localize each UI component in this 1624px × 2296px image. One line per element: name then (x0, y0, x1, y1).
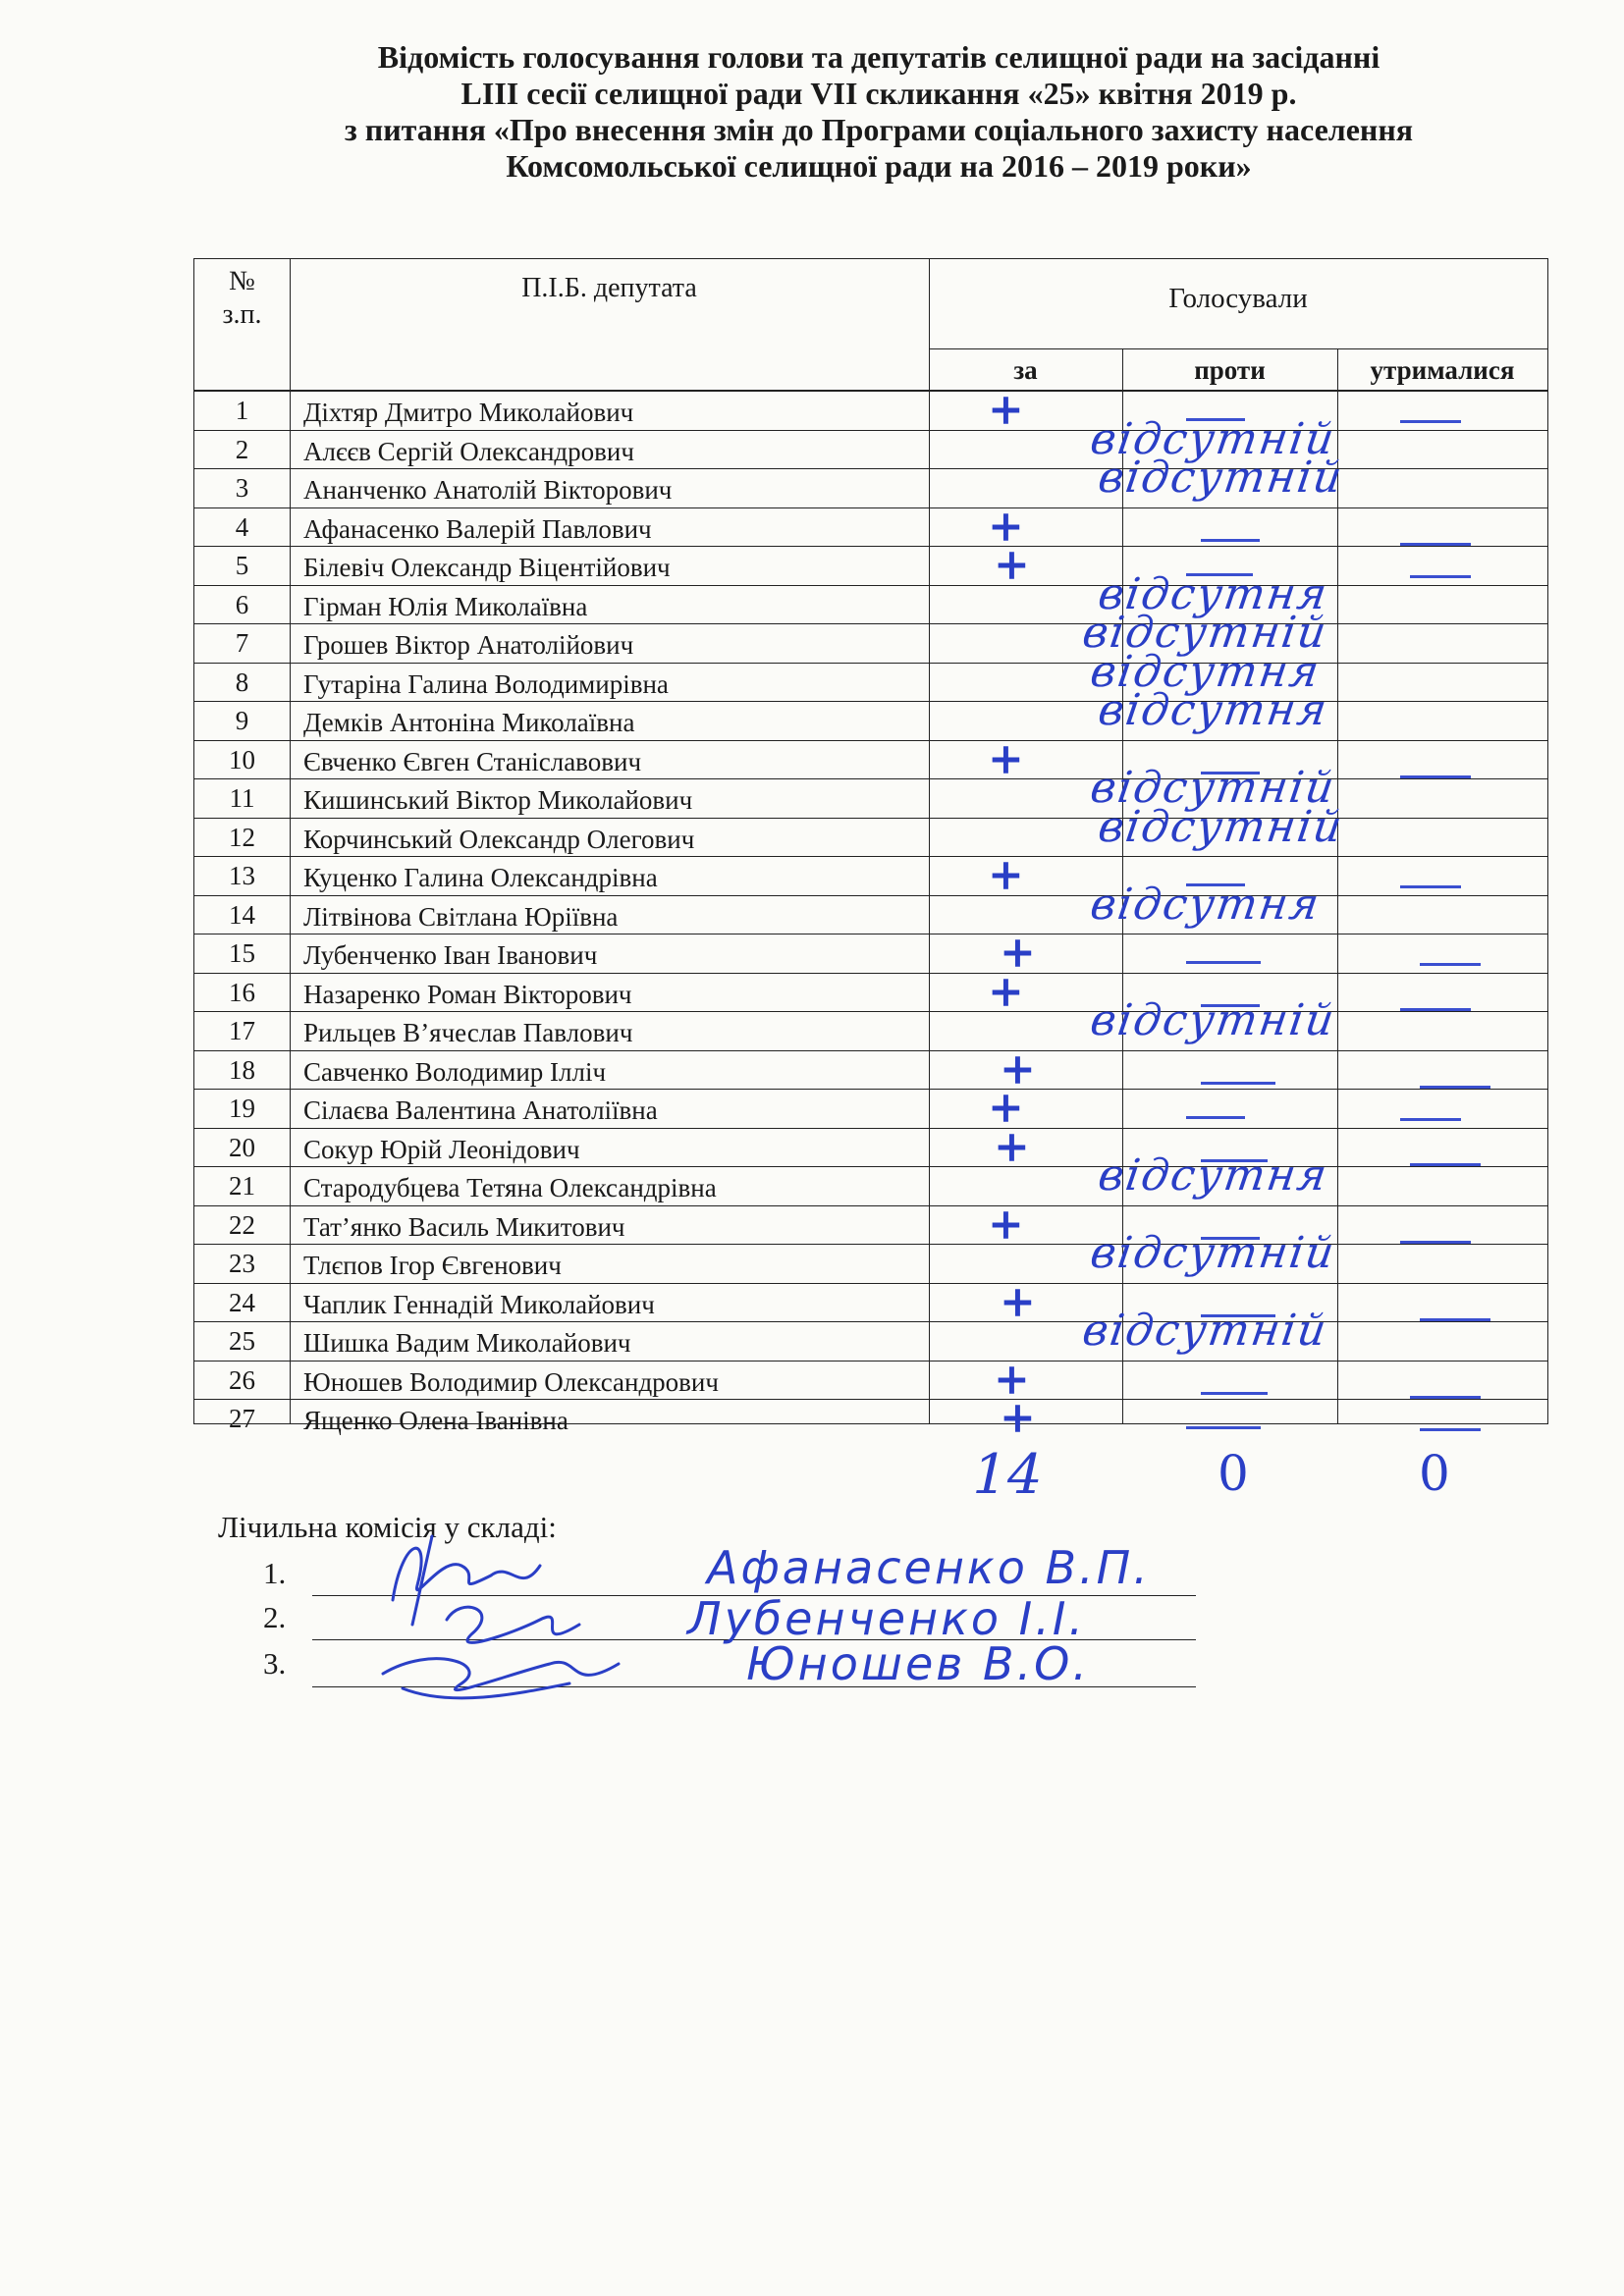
header-name: П.І.Б. депутата (521, 273, 697, 303)
row-number: 4 (235, 511, 249, 542)
row-number: 9 (235, 706, 249, 735)
vote-abstained-dash (1420, 963, 1481, 966)
absent-mark: відсутній (1087, 1228, 1339, 1278)
row-number: 18 (229, 1054, 255, 1085)
header-divider (929, 348, 1547, 349)
row-number: 3 (235, 473, 249, 503)
title-line-2: LIII сесії селищної ради VII скликання «25» квітня 2019 р. (460, 76, 1297, 111)
header-number-symbol: № (229, 266, 255, 296)
deputy-name: Білевіч Олександр Віцентійович (303, 553, 671, 582)
row-number: 14 (229, 899, 255, 930)
deputy-name: Тлєпов Ігор Євгенович (303, 1251, 562, 1280)
member-number: 3. (263, 1646, 287, 1681)
table-row (194, 685, 1547, 740)
document-title (147, 39, 1610, 185)
table-row (194, 801, 1547, 857)
row-number: 15 (229, 938, 255, 968)
row-number: 7 (235, 628, 249, 658)
row-number: 6 (235, 589, 249, 619)
deputy-name: Ященко Олена Іванівна (303, 1406, 568, 1435)
vote-for-mark: + (988, 385, 1024, 435)
table-row (194, 995, 1547, 1050)
row-number: 17 (229, 1016, 255, 1045)
deputy-name: Літвінова Світлана Юріївна (303, 901, 619, 932)
table-row (194, 1228, 1547, 1283)
absent-mark: відсутній (1079, 608, 1331, 658)
row-number: 27 (229, 1404, 255, 1433)
commission-label: Лічильна комісія у складі: (218, 1510, 557, 1544)
vote-abstained-dash (1420, 1428, 1481, 1431)
deputy-name: Алєєв Сергій Олександрович (303, 436, 634, 466)
header-against: проти (1194, 355, 1266, 385)
row-number: 5 (235, 551, 249, 580)
member-number: 2. (263, 1600, 287, 1634)
row-number: 25 (229, 1326, 255, 1356)
absent-mark: відсутній (1087, 763, 1339, 813)
deputy-name: Кишинський Віктор Миколайович (303, 785, 693, 815)
header-number-abbr: з.п. (222, 299, 262, 330)
signature-scribbles (373, 1517, 727, 1723)
total-for: 14 (965, 1443, 1050, 1507)
deputy-name: Рильцев В’ячеслав Павлович (303, 1018, 633, 1047)
vote-abstained-dash (1410, 575, 1471, 578)
row-number: 23 (229, 1249, 255, 1278)
deputy-name: Сокур Юрій Леонідович (303, 1134, 580, 1164)
deputy-name: Юношев Володимир Олександрович (303, 1366, 719, 1397)
table-row (194, 385, 1547, 435)
row-number: 11 (229, 783, 255, 813)
deputy-name: Афанасенко Валерій Павлович (303, 513, 652, 544)
table-row (194, 1121, 1547, 1172)
row-number: 1 (235, 396, 249, 425)
vote-for-mark: + (988, 1083, 1024, 1133)
member-number: 1. (263, 1556, 287, 1590)
table-row (194, 1306, 1547, 1361)
absent-mark: відсутня (1087, 879, 1325, 930)
row-number: 10 (229, 744, 255, 774)
deputy-name: Грошев Віктор Анатолійович (303, 630, 634, 660)
row-number: 24 (229, 1287, 255, 1317)
deputy-name: Гутаріна Галина Володимирівна (303, 668, 669, 699)
vote-against-dash (1201, 1082, 1275, 1085)
table-row (194, 540, 1547, 590)
absent-mark: відсутня (1095, 685, 1332, 735)
vote-for-mark: + (988, 850, 1024, 900)
deputy-name: Шишка Вадим Миколайович (303, 1328, 631, 1358)
absent-mark: відсутня (1095, 1150, 1332, 1201)
absent-mark: відсутній (1095, 801, 1347, 852)
deputy-name: Корчинський Олександр Олегович (303, 824, 695, 854)
absent-mark: відсутній (1095, 453, 1347, 503)
deputy-name: Савченко Володимир Ілліч (303, 1056, 607, 1087)
row-number: 16 (229, 977, 255, 1007)
deputy-name: Гірман Юлія Миколаївна (303, 591, 588, 621)
row-number: 21 (229, 1171, 255, 1201)
row-number: 2 (235, 434, 249, 464)
row-number: 12 (229, 822, 255, 852)
title-line-1: Відомість голосування голови та депутатів селищної ради на засіданні (377, 39, 1380, 75)
table-row (194, 966, 1547, 1017)
deputy-name: Назаренко Роман Вікторович (303, 979, 632, 1009)
vote-for-mark: + (994, 1354, 1030, 1405)
table-row (194, 1354, 1547, 1405)
vote-abstained-dash (1400, 1118, 1461, 1121)
table-row (194, 928, 1547, 978)
table-row (194, 850, 1547, 900)
table-row (194, 568, 1547, 624)
table-row (194, 1043, 1547, 1095)
voting-table (193, 258, 1548, 1443)
total-against: 0 (1218, 1445, 1249, 1502)
absent-mark: відсутній (1087, 413, 1339, 464)
vote-against-dash (1201, 539, 1260, 542)
deputy-name: Євченко Євген Станіславович (303, 746, 642, 776)
table-row (194, 733, 1547, 784)
table-row (194, 1276, 1547, 1327)
member-name: Юношев В.О. (746, 1637, 1091, 1690)
absent-mark: відсутній (1087, 995, 1339, 1045)
table-row (194, 1199, 1547, 1250)
vote-for-mark: + (1000, 928, 1036, 978)
header-abstained: утрималися (1370, 355, 1515, 385)
vote-for-mark: + (988, 966, 1024, 1017)
row-number: 13 (229, 861, 255, 890)
row-number: 8 (235, 667, 249, 697)
row-number: 20 (229, 1132, 255, 1162)
deputy-name: Куценко Галина Олександрівна (303, 863, 658, 892)
vote-for-mark: + (988, 1199, 1024, 1250)
vote-against-dash (1186, 961, 1261, 964)
table-row (194, 646, 1547, 702)
row-number: 19 (229, 1094, 255, 1123)
table-row (194, 1393, 1547, 1443)
deputy-name: Стародубцева Тетяна Олександрівна (303, 1173, 717, 1202)
deputy-name: Лубенченко Іван Іванович (303, 940, 598, 970)
total-abstained: 0 (1419, 1445, 1450, 1502)
vote-for-mark: + (1000, 1393, 1036, 1443)
title-line-3: з питання «Про внесення змін до Програми соціального захисту населення (344, 112, 1414, 147)
deputy-name: Тат’янко Василь Микитович (303, 1211, 625, 1242)
table-row (194, 879, 1547, 934)
row-number: 22 (229, 1209, 255, 1240)
member-name: Афанасенко В.П. (707, 1541, 1151, 1594)
vote-for-mark: + (1000, 1276, 1036, 1327)
table-row (194, 501, 1547, 552)
vote-for-mark: + (988, 733, 1024, 784)
header-number (194, 265, 290, 332)
absent-mark: відсутній (1079, 1306, 1331, 1356)
absent-mark: відсутня (1087, 646, 1325, 697)
absent-mark: відсутня (1095, 568, 1332, 619)
vote-against-dash (1186, 1426, 1261, 1429)
vote-abstained-dash (1400, 420, 1461, 423)
deputy-name: Сілаєва Валентина Анатоліївна (303, 1095, 658, 1125)
vote-abstained-dash (1400, 885, 1461, 888)
header-voted: Голосували (1168, 283, 1308, 314)
vote-against-dash (1186, 1116, 1245, 1119)
vote-for-mark: + (994, 1121, 1030, 1172)
deputy-name: Ананченко Анатолій Вікторович (303, 475, 673, 505)
deputy-name: Діхтяр Дмитро Миколайович (303, 398, 634, 427)
header-for: за (1013, 355, 1038, 385)
row-number: 26 (229, 1364, 255, 1395)
table-row (194, 453, 1547, 507)
vote-for-mark: + (1000, 1043, 1036, 1095)
table-row (194, 1150, 1547, 1205)
member-name: Лубенченко І.І. (687, 1592, 1087, 1645)
vote-against-dash (1201, 1392, 1268, 1395)
table-row (194, 1083, 1547, 1133)
table-row (194, 608, 1547, 663)
deputy-name: Чаплик Геннадій Миколайович (303, 1289, 655, 1319)
vote-for-mark: + (988, 501, 1024, 552)
title-line-4: Комсомольської селищної ради на 2016 – 2019 роки» (506, 148, 1252, 184)
deputy-name: Демків Антоніна Миколаївна (303, 708, 635, 737)
vote-for-mark: + (994, 540, 1030, 590)
